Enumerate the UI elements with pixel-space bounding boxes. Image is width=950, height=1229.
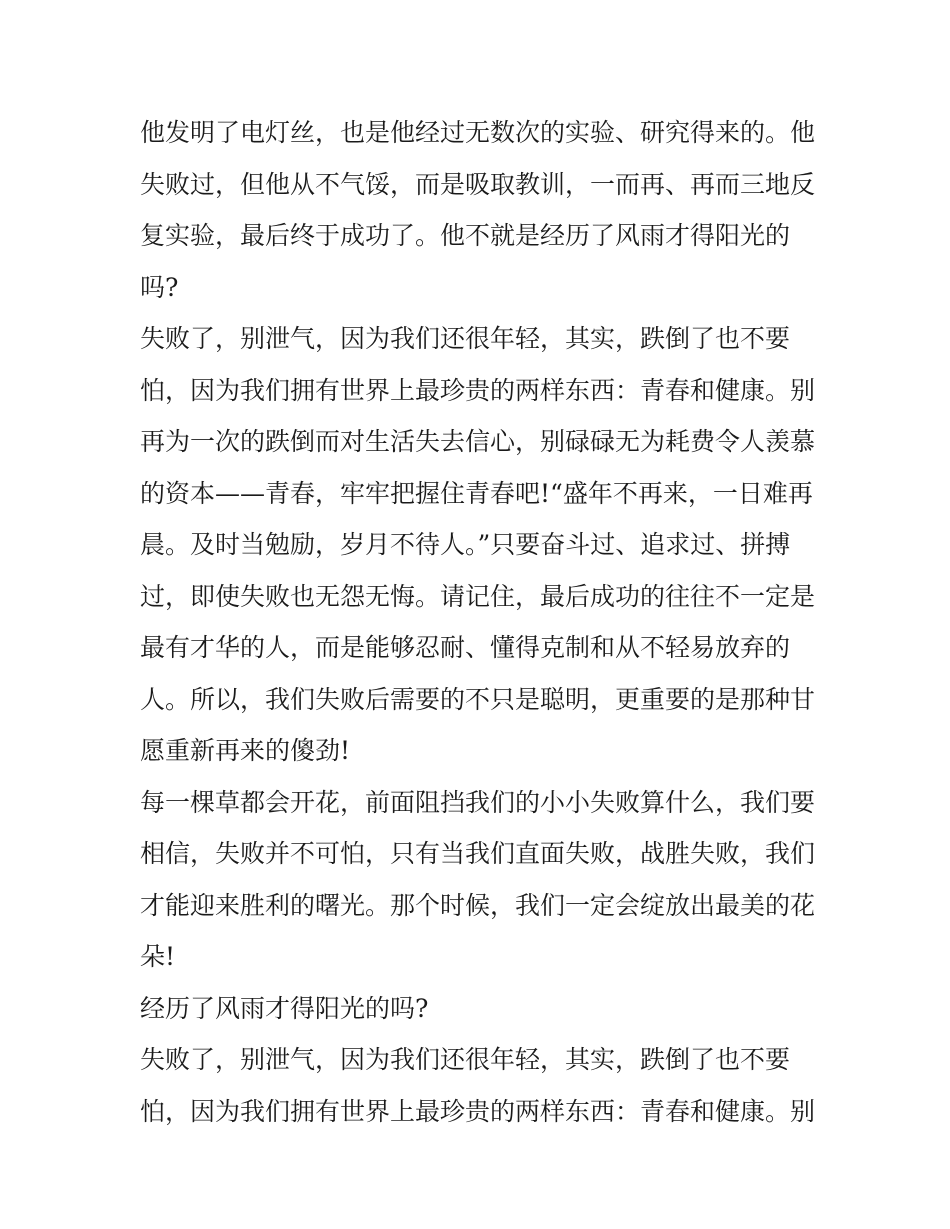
text-line: 最有才华的人，而是能够忍耐、懂得克制和从不轻易放弃的 xyxy=(140,633,791,662)
text-line: 人。所以，我们失败后需要的不只是聪明，更重要的是那种甘 xyxy=(140,684,816,714)
text-line: 复实验，最后终于成功了。他不就是经历了风雨才得阳光的 xyxy=(140,221,791,250)
text-line: 晨。及时当勉励，岁月不待人。”只要奋斗过、追求过、拼搏 xyxy=(140,530,791,559)
text-line: 他发明了电灯丝，也是他经过无数次的实验、研究得来的。他 xyxy=(140,118,816,147)
text-line: 的资本——青春，牢牢把握住青春吧!“盛年不再来，一日难再 xyxy=(140,478,813,508)
text-line: 怕，因为我们拥有世界上最珍贵的两样东西：青春和健康。别 xyxy=(140,1096,816,1126)
text-line: 过，即使失败也无怨无悔。请记住，最后成功的往往不一定是 xyxy=(140,581,816,611)
text-line: 再为一次的跌倒而对生活失去信心，别碌碌无为耗费令人羡慕 xyxy=(140,427,816,456)
text-line: 经历了风雨才得阳光的吗? xyxy=(140,993,429,1023)
text-line: 才能迎来胜利的曙光。那个时候，我们一定会绽放出最美的花 xyxy=(140,890,816,920)
text-line: 愿重新再来的傻劲! xyxy=(140,736,351,765)
text-line: 失败过，但他从不气馁，而是吸取教训，一而再、再而三地反 xyxy=(140,169,816,199)
text-line: 朵! xyxy=(140,942,176,971)
text-line: 怕，因为我们拥有世界上最珍贵的两样东西：青春和健康。别 xyxy=(140,375,816,405)
text-line: 吗? xyxy=(140,272,179,302)
text-line: 失败了，别泄气，因为我们还很年轻，其实，跌倒了也不要 xyxy=(140,1045,791,1074)
document-body xyxy=(140,107,820,1137)
text-line: 失败了，别泄气，因为我们还很年轻，其实，跌倒了也不要 xyxy=(140,324,791,353)
text-line: 每一棵草都会开花，前面阻挡我们的小小失败算什么，我们要 xyxy=(140,787,816,817)
text-line: 相信，失败并不可怕，只有当我们直面失败，战胜失败，我们 xyxy=(140,839,816,868)
